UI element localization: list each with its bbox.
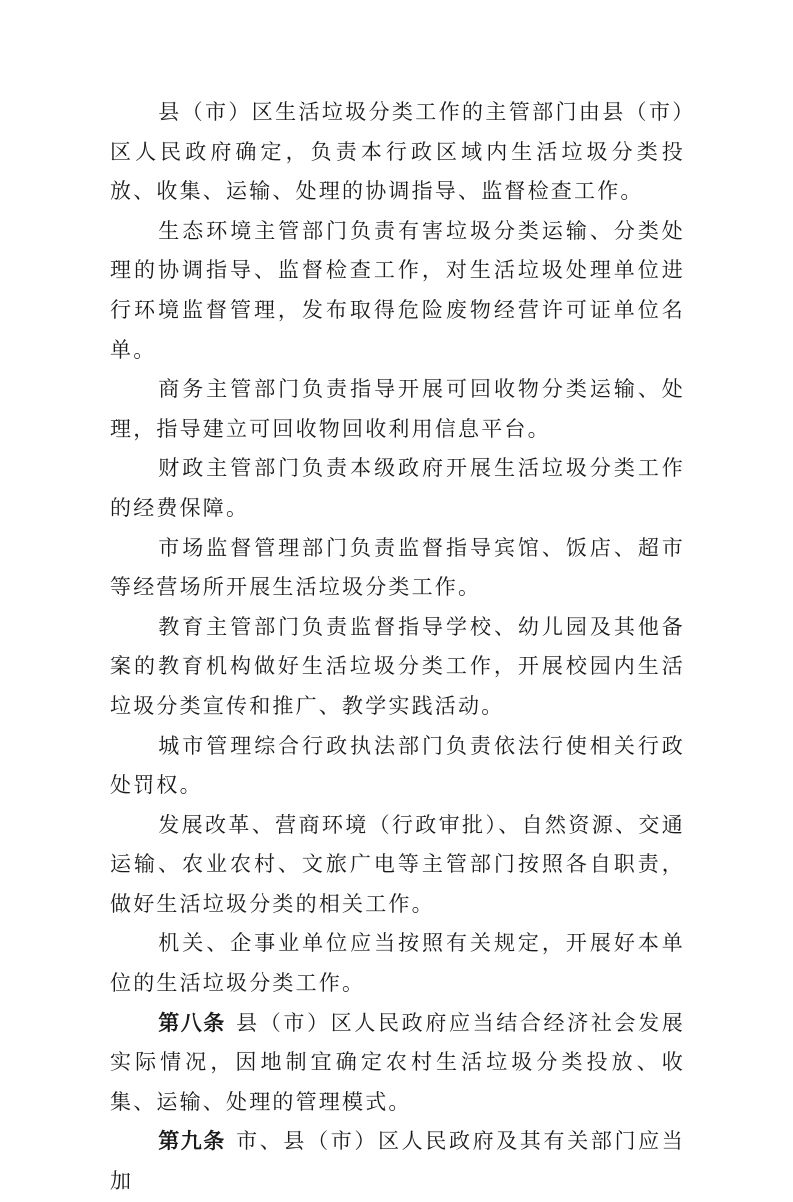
- article-8-title: 第八条: [158, 1010, 226, 1035]
- paragraph-finance: 财政主管部门负责本级政府开展生活垃圾分类工作的经费保障。: [110, 456, 685, 520]
- document-body: [110, 93, 685, 1202]
- article-8-text: 县（市）区人民政府应当结合经济社会发展实际情况，因地制宜确定农村生活垃圾分类投放、收集、运输、处理的管理模式。: [110, 1010, 685, 1114]
- paragraph-ecology-environment: 生态环境主管部门负责有害垃圾分类运输、分类处理的协调指导、监督检查工作，对生活垃圾处理单位进行环境监督管理，发布取得危险废物经营许可证单位名单。: [110, 218, 685, 362]
- article-9-title: 第九条: [158, 1129, 226, 1154]
- paragraph-commerce: 商务主管部门负责指导开展可回收物分类运输、处理，指导建立可回收物回收利用信息平台。: [110, 377, 685, 441]
- article-9: [110, 1122, 685, 1201]
- paragraph-institutions: 机关、企事业单位应当按照有关规定，开展好本单位的生活垃圾分类工作。: [110, 931, 685, 996]
- paragraph-education: 教育主管部门负责监督指导学校、幼儿园及其他备案的教育机构做好生活垃圾分类工作，开展校园内生活垃圾分类宣传和推广、教学实践活动。: [110, 614, 685, 718]
- paragraph-market-supervision: 市场监督管理部门负责监督指导宾馆、饭店、超市等经营场所开展生活垃圾分类工作。: [110, 535, 685, 600]
- paragraph-urban-management: 城市管理综合行政执法部门负责依法行使相关行政处罚权。: [110, 733, 685, 798]
- paragraph-other-departments: 发展改革、营商环境（行政审批）、自然资源、交通运输、农业农村、文旅广电等主管部门按照各自职责，做好生活垃圾分类的相关工作。: [110, 812, 685, 916]
- article-9-text: 市、县（市）区人民政府及其有关部门应当加: [110, 1129, 685, 1194]
- article-8: [110, 1004, 685, 1123]
- paragraph-county-department: 县（市）区生活垃圾分类工作的主管部门由县（市）区人民政府确定，负责本行政区域内生活垃圾分类投放、收集、运输、处理的协调指导、监督检查工作。: [110, 100, 685, 204]
